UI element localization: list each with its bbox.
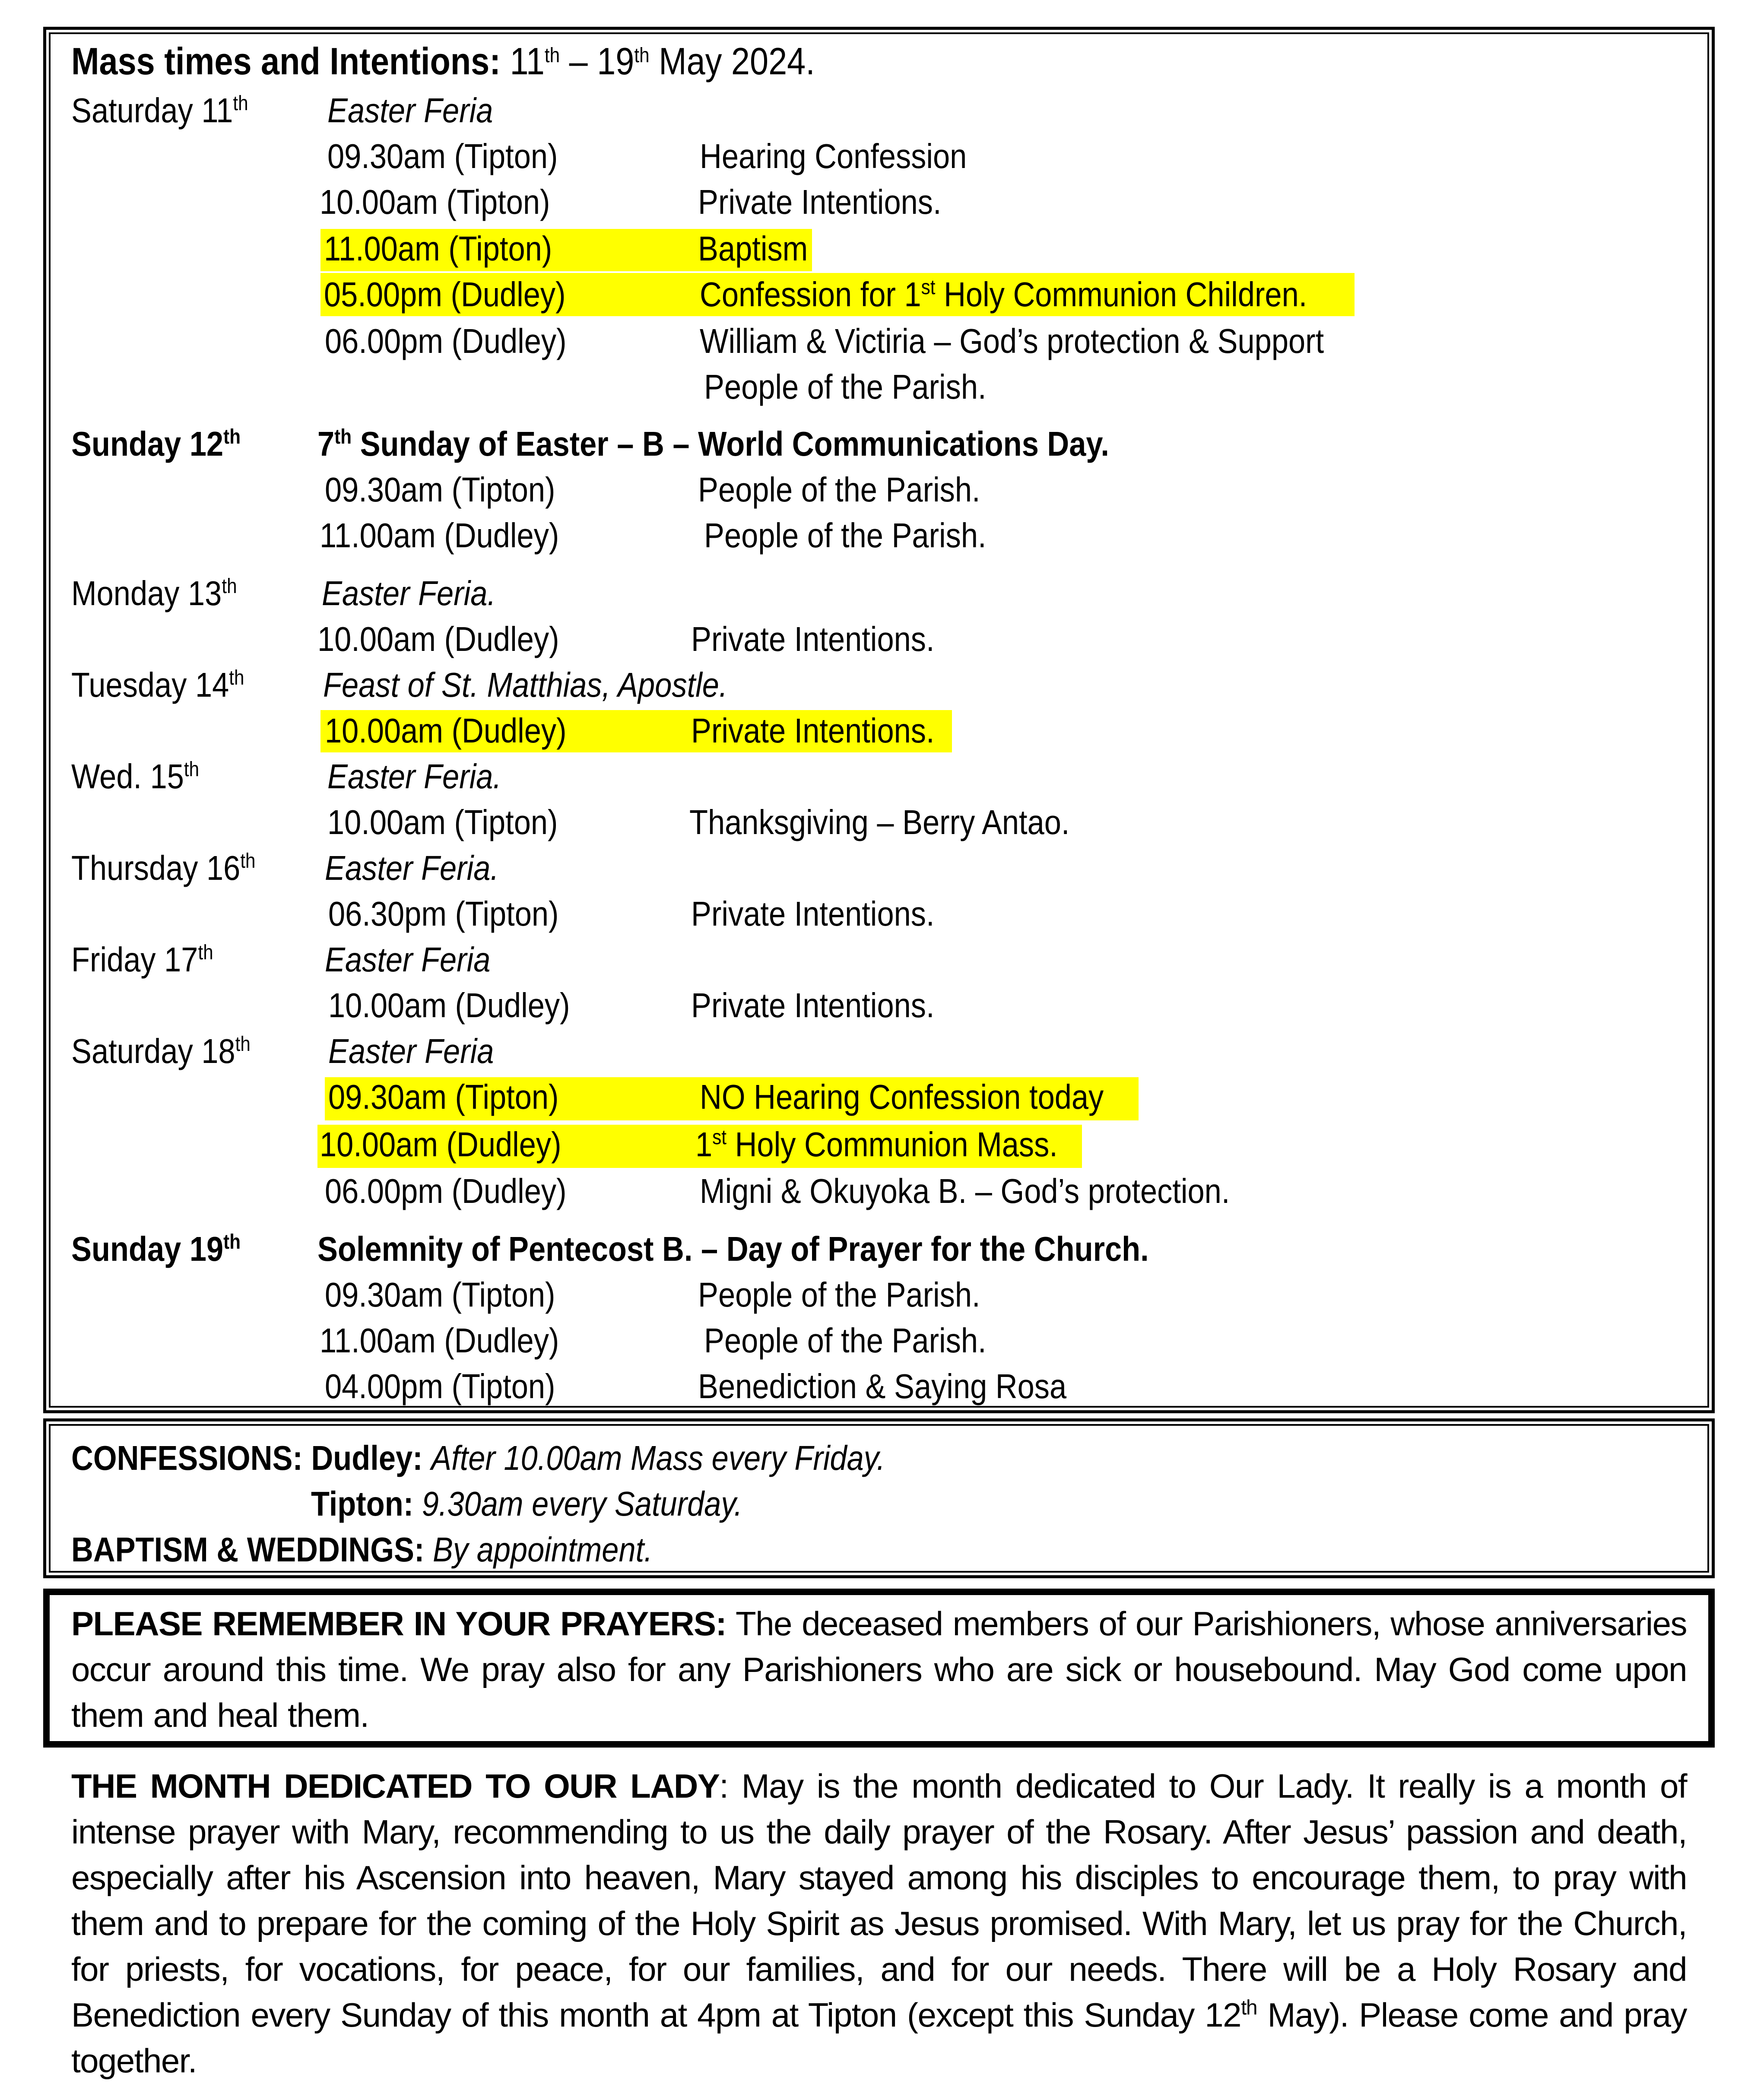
confessions-dudley-line: CONFESSIONS: Dudley: After 10.00am Mass every Friday. bbox=[71, 1439, 885, 1477]
mass-intention: NO Hearing Confession today bbox=[700, 1078, 1104, 1116]
mass-intention: Migni & Okuyoka B. – God’s protection. bbox=[700, 1172, 1230, 1210]
day-title: Easter Feria bbox=[327, 91, 493, 130]
mass-intention: 1st Holy Communion Mass. bbox=[695, 1125, 1058, 1164]
mass-time: 11.00am (Dudley) bbox=[320, 516, 559, 555]
mass-intention: People of the Parish. bbox=[704, 1321, 987, 1360]
mass-intention: Thanksgiving – Berry Antao. bbox=[689, 803, 1070, 841]
mass-intention: Private Intentions. bbox=[698, 183, 942, 221]
mass-intention: People of the Parish. bbox=[698, 1275, 980, 1314]
mass-time: 09.30am (Tipton) bbox=[328, 1078, 559, 1116]
mass-intention: William & Victiria – God’s protection & Support bbox=[700, 322, 1324, 360]
mass-intention: Benediction & Saying Rosa bbox=[698, 1367, 1067, 1405]
mass-time: 09.30am (Tipton) bbox=[325, 470, 555, 509]
prayers-paragraph bbox=[71, 1601, 1687, 1738]
month-heading: THE MONTH DEDICATED TO OUR LADY bbox=[71, 1767, 720, 1805]
mass-time: 09.30am (Tipton) bbox=[327, 137, 558, 175]
day-title: Easter Feria bbox=[328, 1032, 494, 1070]
mass-intention: Private Intentions. bbox=[691, 711, 935, 750]
day-label: Monday 13th bbox=[71, 574, 237, 612]
day-title: Easter Feria bbox=[325, 940, 491, 979]
day-label: Sunday 19th bbox=[71, 1230, 241, 1268]
mass-intention: Private Intentions. bbox=[691, 986, 935, 1025]
mass-intention: Private Intentions. bbox=[691, 620, 935, 658]
day-label: Thursday 16th bbox=[71, 849, 256, 887]
mass-times-title: Mass times and Intentions: 11th – 19th May 2024. bbox=[71, 40, 815, 82]
mass-time: 10.00am (Tipton) bbox=[320, 183, 550, 221]
confessions-tipton-line: Tipton: 9.30am every Saturday. bbox=[311, 1485, 742, 1523]
day-label: Sunday 12th bbox=[71, 425, 241, 463]
prayers-text: The deceased members of our Parishioners, whose anniversaries occur around this time. We pray also for any Parishioners who are sick or housebound. May God come upon them and heal them. bbox=[71, 1605, 1687, 1734]
mass-time: 10.00am (Dudley) bbox=[317, 620, 559, 658]
day-title: Easter Feria. bbox=[322, 574, 496, 612]
mass-intention: Private Intentions. bbox=[691, 895, 935, 933]
mass-intention: People of the Parish. bbox=[704, 368, 987, 406]
baptism-weddings-line: BAPTISM & WEDDINGS: By appointment. bbox=[71, 1530, 653, 1569]
mass-intention: Hearing Confession bbox=[700, 137, 967, 175]
day-title: Easter Feria. bbox=[325, 849, 499, 887]
mass-intention: People of the Parish. bbox=[704, 516, 987, 555]
day-label: Tuesday 14th bbox=[71, 666, 244, 704]
mass-intention: Baptism bbox=[698, 229, 808, 268]
mass-time: 09.30am (Tipton) bbox=[325, 1275, 555, 1314]
day-label: Friday 17th bbox=[71, 940, 213, 979]
mass-time: 10.00am (Dudley) bbox=[328, 986, 570, 1025]
day-title: Solemnity of Pentecost B. – Day of Prayer for the Church. bbox=[317, 1230, 1149, 1268]
month-paragraph: THE MONTH DEDICATED TO OUR LADY: May is the month dedicated to Our Lady. It really is a month of intense prayer with Mary, recommending to us the daily prayer of the Rosary. After Jesus’ passion and death, especially after his Ascension into heaven, Mary stayed among his disciples to encourage them, to pray with them and to prepare for the coming of the Holy Spirit as Jesus promised. With Mary, let us pray for the Church, for priests, for vocations, for peace, for our families, and for our needs. There will be a Holy Rosary and Benediction every Sunday of this month at 4pm at Tipton (except this Sunday 12th May). Please come and pray together. bbox=[71, 1767, 1687, 2080]
day-title: Easter Feria. bbox=[327, 757, 501, 796]
mass-time: 10.00am (Dudley) bbox=[320, 1125, 562, 1164]
mass-intention: Confession for 1st Holy Communion Children. bbox=[700, 275, 1307, 314]
day-title: Feast of St. Matthias, Apostle. bbox=[323, 666, 728, 704]
day-title: 7th Sunday of Easter – B – World Communications Day. bbox=[317, 425, 1109, 463]
mass-time: 06.00pm (Dudley) bbox=[325, 322, 567, 360]
mass-time: 04.00pm (Tipton) bbox=[325, 1367, 555, 1405]
mass-time: 06.00pm (Dudley) bbox=[325, 1172, 567, 1210]
day-label: Saturday 18th bbox=[71, 1032, 251, 1070]
mass-time: 11.00am (Tipton) bbox=[324, 229, 552, 268]
mass-time: 05.00pm (Dudley) bbox=[324, 275, 566, 314]
prayers-heading: PLEASE REMEMBER IN YOUR PRAYERS: bbox=[71, 1605, 726, 1643]
mass-intention: People of the Parish. bbox=[698, 470, 980, 509]
day-label: Saturday 11th bbox=[71, 91, 248, 130]
day-label: Wed. 15th bbox=[71, 757, 200, 796]
mass-time: 10.00am (Dudley) bbox=[325, 711, 567, 750]
mass-time: 06.30pm (Tipton) bbox=[328, 895, 559, 933]
mass-time: 11.00am (Dudley) bbox=[320, 1321, 559, 1360]
mass-time: 10.00am (Tipton) bbox=[327, 803, 558, 841]
